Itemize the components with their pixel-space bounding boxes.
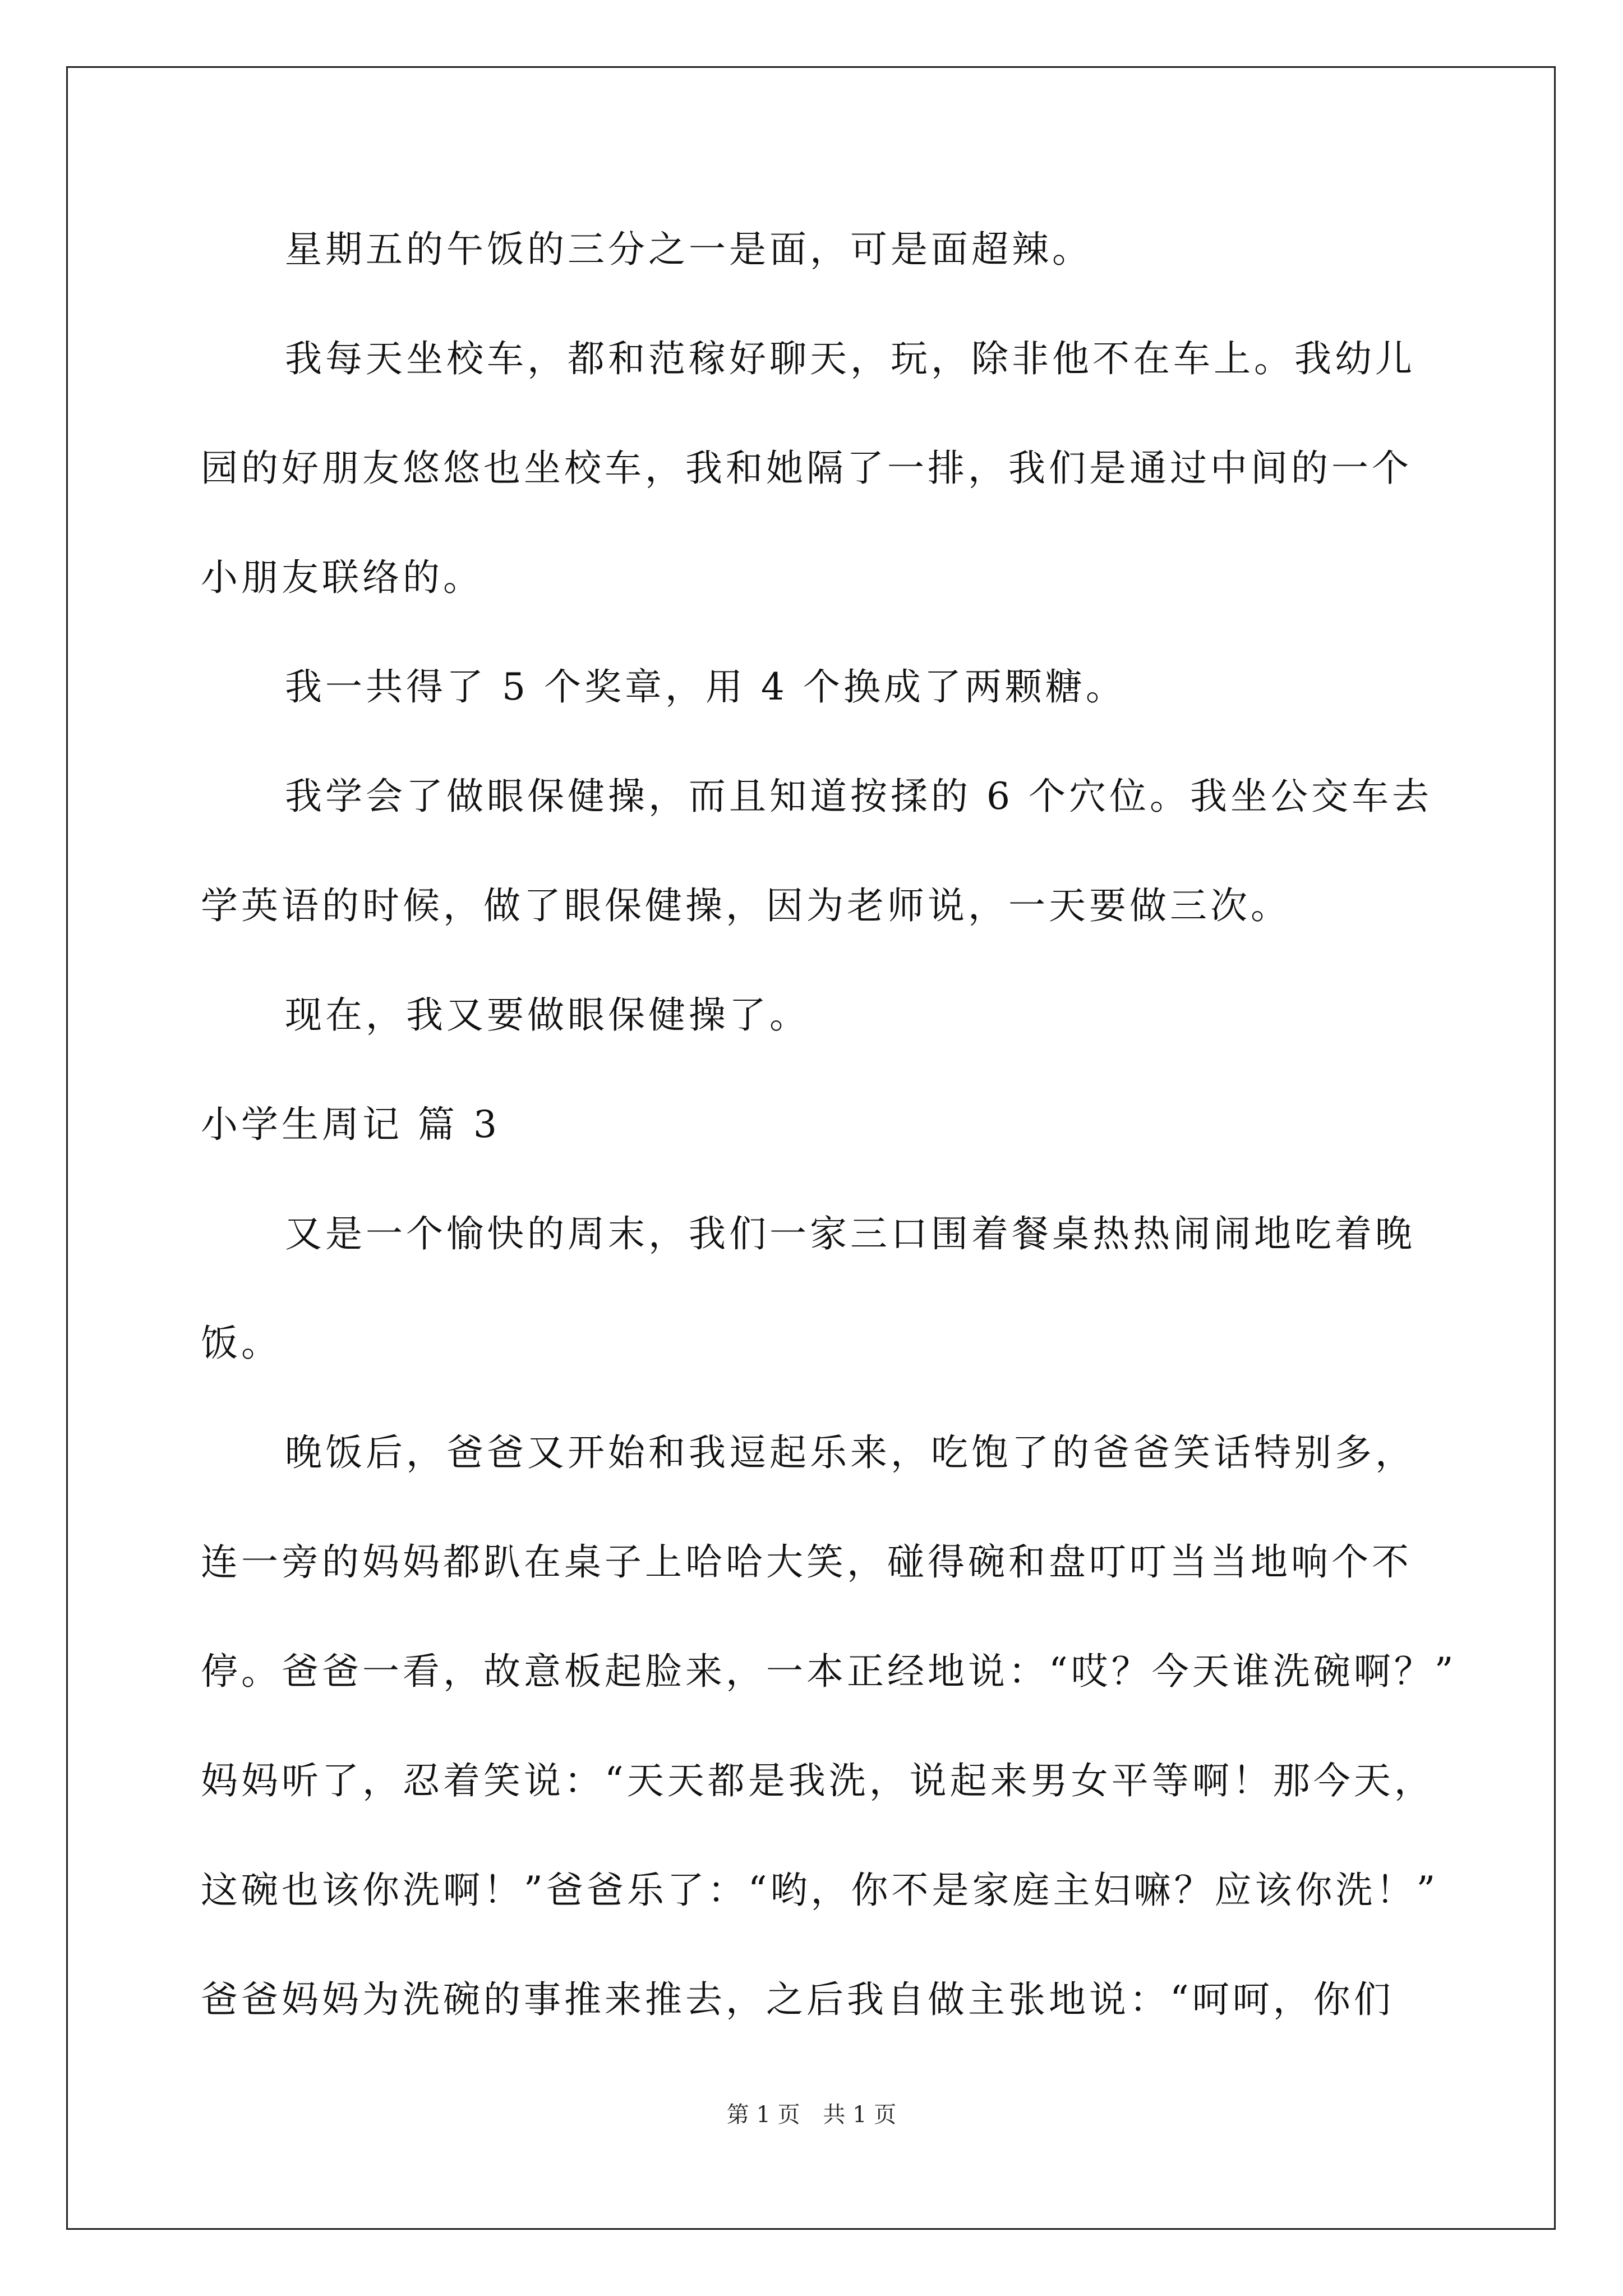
- text-line: 连一旁的妈妈都趴在桌子上哈哈大笑，碰得碗和盘叮叮当当地响个不: [201, 1540, 1412, 1584]
- text-line: 现在，我又要做眼保健操了。: [285, 993, 810, 1037]
- text-line: 爸爸妈妈为洗碗的事推来推去，之后我自做主张地说：“呵呵，你们: [201, 1978, 1394, 2021]
- text-line: 园的好朋友悠悠也坐校车，我和她隔了一排，我们是通过中间的一个: [201, 447, 1412, 490]
- page-total: 共 1 页: [823, 2102, 897, 2128]
- text-line: 晚饭后，爸爸又开始和我逗起乐来，吃饱了的爸爸笑话特别多，: [285, 1431, 1415, 1474]
- text-line: 星期五的午饭的三分之一是面，可是面超辣。: [285, 228, 1092, 271]
- text-line: 我学会了做眼保健操，而且知道按揉的 6 个穴位。我坐公交车去: [285, 775, 1432, 818]
- page-number: 第 1 页: [726, 2102, 800, 2128]
- text-line: 这碗也该你洗啊！”爸爸乐了：“哟，你不是家庭主妇嘛？应该你洗！”: [201, 1869, 1439, 1912]
- text-line: 我一共得了 5 个奖章，用 4 个换成了两颗糖。: [285, 665, 1126, 708]
- text-line: 小朋友联络的。: [201, 556, 483, 599]
- text-line: 学英语的时候，做了眼保健操，因为老师说，一天要做三次。: [201, 884, 1291, 927]
- section-heading: 小学生周记 篇 3: [201, 1103, 500, 1146]
- page-footer: [0, 2098, 1623, 2132]
- text-line: 又是一个愉快的周末，我们一家三口围着餐桌热热闹闹地吃着晚: [285, 1212, 1415, 1255]
- text-line: 停。爸爸一看，故意板起脸来，一本正经地说：“哎？今天谁洗碗啊？”: [201, 1650, 1457, 1693]
- text-line: 妈妈听了，忍着笑说：“天天都是我洗，说起来男女平等啊！那今天，: [201, 1759, 1435, 1802]
- text-line: 我每天坐校车，都和范稼好聊天，玩，除非他不在车上。我幼儿: [285, 337, 1415, 380]
- text-line: 饭。: [201, 1322, 282, 1365]
